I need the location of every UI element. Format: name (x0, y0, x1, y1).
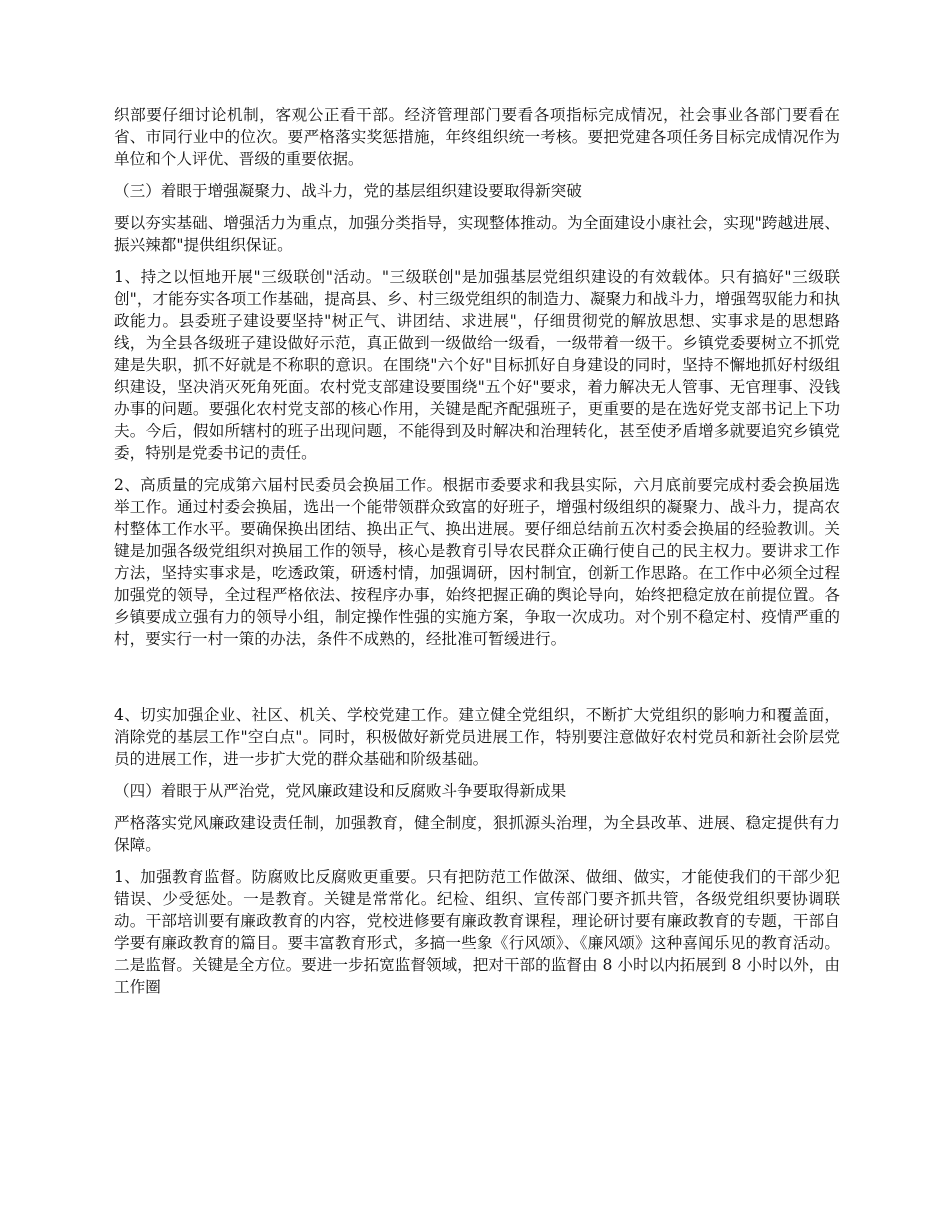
paragraph-section-four-intro: 严格落实党风廉政建设责任制，加强教育，健全制度，狠抓源头治理，为全县改革、进展、稳定提供有力保障。 (114, 814, 840, 854)
paragraph-education-supervision: 1、加强教育监督。防腐败比反腐败更重要。只有把防范工作做深、做细、做实，才能使我们的干部少犯错误、少受惩处。一是教育。关键是常常化。纪检、组织、宣传部门要齐抓共管，各级党组织要协调联动。干部培训要有廉政教育的内容，党校进修要有廉政教育课程，理论研讨要有廉政教育的专题，干部自学要有廉政教育的篇目。要丰富教育形式，多搞一些象《行风颂》、《廉风颂》这种喜闻乐见的教育活动。二是监督。关键是全方位。要进一步拓宽监督领域，把对干部的监督由 8 小时以内拓展到 8 小时以外，由工作圈 (114, 868, 840, 996)
paragraph-section-three-intro: 要以夯实基础、增强活力为重点，加强分类指导，实现整体推动。为全面建设小康社会，实现"跨越进展、振兴辣都"提供组织保证。 (114, 214, 840, 254)
paragraph-cadre-evaluation: 织部要仔细讨论机制，客观公正看干部。经济管理部门要看各项指标完成情况，社会事业各部门要看在省、市同行业中的位次。要严格落实奖惩措施，年终组织统一考核。要把党建各项任务目标完成情况作为单位和个人评优、晋级的重要依据。 (114, 106, 840, 168)
heading-section-three: （三）着眼于增强凝聚力、战斗力，党的基层组织建设要取得新突破 (114, 182, 582, 200)
heading-section-four: （四）着眼于从严治党，党风廉政建设和反腐败斗争要取得新成果 (114, 782, 567, 800)
paragraph-party-building: 4、切实加强企业、社区、机关、学校党建工作。建立健全党组织，不断扩大党组织的影响力和覆盖面，消除党的基层工作"空白点"。同时，积极做好新党员进展工作，特别要注意做好农村党员和新社会阶层党员的进展工作，进一步扩大党的群众基础和阶级基础。 (114, 706, 840, 768)
blank-gap (114, 660, 840, 704)
document-body (114, 104, 840, 1008)
paragraph-village-election: 2、高质量的完成第六届村民委员会换届工作。根据市委要求和我县实际，六月底前要完成村委会换届选举工作。通过村委会换届，选出一个能带领群众致富的好班子，增强村级组织的凝聚力、战斗力，提高农村整体工作水平。要确保换出团结、换出正气、换出进展。要仔细总结前五次村委会换届的经验教训。关键是加强各级党组织对换届工作的领导，核心是教育引导农民群众正确行使自己的民主权力。要讲求工作方法，坚持实事求是，吃透政策，研透村情，加强调研，因村制宜，创新工作思路。在工作中必须全过程加强党的领导，全过程严格依法、按程序办事，始终把握正确的舆论导向，始终把稳定放在前提位置。各乡镇要成立强有力的领导小组，制定操作性强的实施方案，争取一次成功。对个别不稳定村、疫情严重的村，要实行一村一策的办法，条件不成熟的，经批准可暂缓进行。 (114, 476, 840, 648)
paragraph-three-level-campaign: 1、持之以恒地开展"三级联创"活动。"三级联创"是加强基层党组织建设的有效载体。只有搞好"三级联创"，才能夯实各项工作基础，提高县、乡、村三级党组织的制造力、凝聚力和战斗力，增强驾驭能力和执政能力。县委班子建设要坚持"树正气、讲团结、求进展"，仔细贯彻党的解放思想、实事求是的思想路线，为全县各级班子建设做好示范，真正做到一级做给一级看，一级带着一级干。乡镇党委要树立不抓党建是失职，抓不好就是不称职的意识。在围绕"六个好"目标抓好自身建设的同时，坚持不懈地抓好村级组织建设，坚决消灭死角死面。农村党支部建设要围绕"五个好"要求，着力解决无人管事、无官理事、没钱办事的问题。要强化农村党支部的核心作用，关键是配齐配强班子，更重要的是在选好党支部书记上下功夫。今后，假如所辖村的班子出现问题，不能得到及时解决和治理转化，甚至使矛盾增多就要追究乡镇党委，特别是党委书记的责任。 (114, 268, 840, 462)
